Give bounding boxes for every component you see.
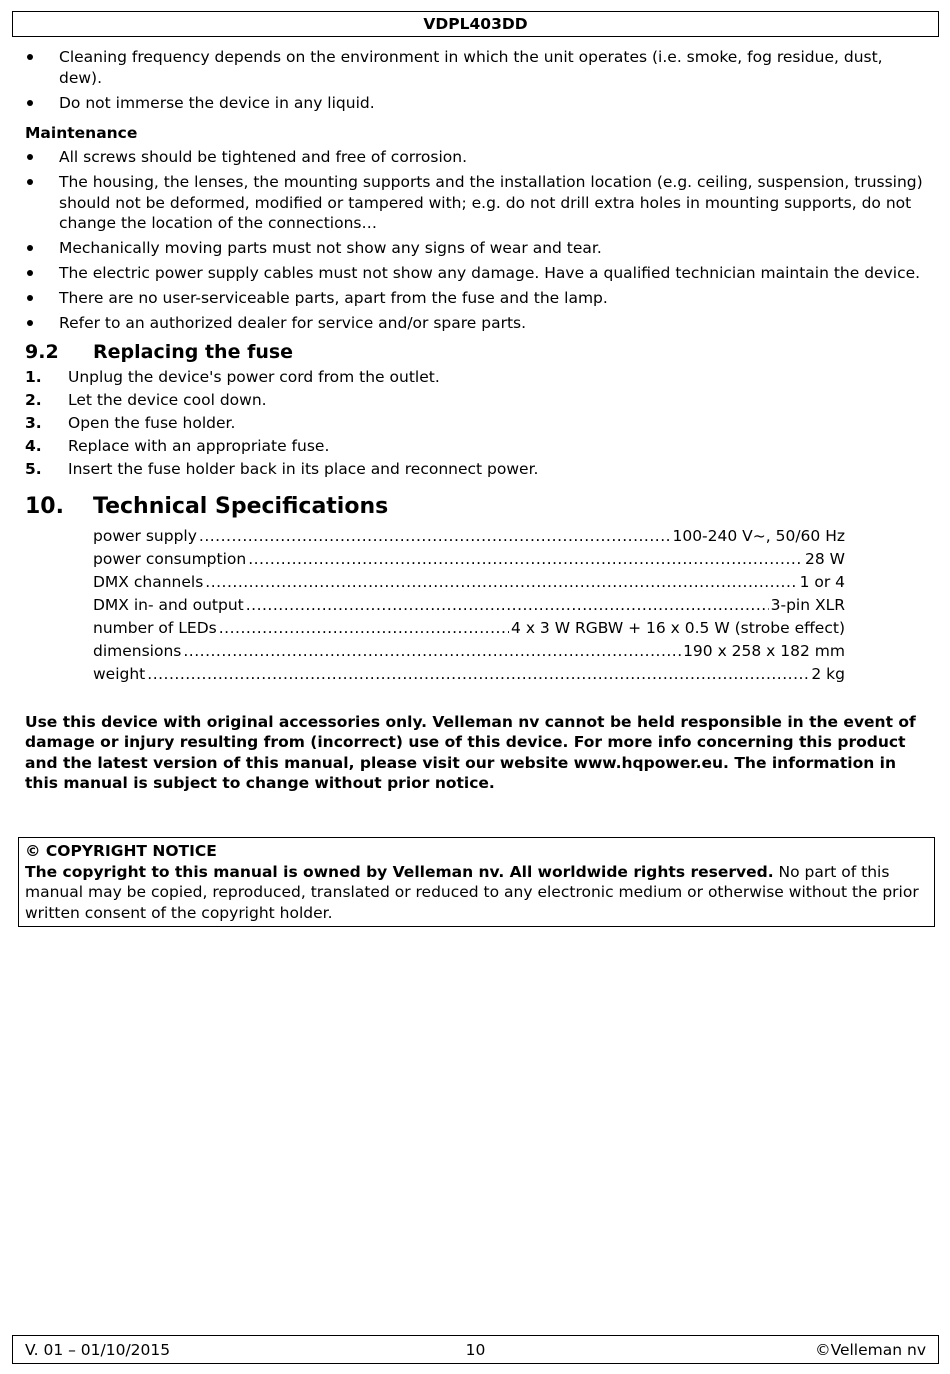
section-title: Replacing the fuse bbox=[93, 340, 294, 363]
maintenance-list bbox=[25, 147, 925, 334]
step-item bbox=[25, 412, 925, 435]
copyright-text: No part of this manual may be copied, reproduced, translated or reduced to any electronic medium or otherwise without the prior written consent of the copyright holder. bbox=[25, 862, 919, 922]
spec-row bbox=[93, 548, 845, 571]
specs-section-heading bbox=[25, 493, 925, 521]
spec-label: dimensions bbox=[93, 641, 182, 660]
spec-row bbox=[93, 525, 845, 548]
spec-value: 3-pin XLR bbox=[770, 595, 845, 614]
dot-leader bbox=[219, 617, 509, 640]
dot-leader bbox=[246, 594, 769, 617]
copyright-body bbox=[25, 862, 928, 924]
step-number: 1. bbox=[25, 367, 42, 386]
copyright-notice bbox=[18, 837, 935, 927]
list-item: Refer to an authorized dealer for service and/or spare parts. bbox=[25, 313, 925, 334]
spec-label: DMX in- and output bbox=[93, 595, 244, 614]
spec-label: DMX channels bbox=[93, 572, 204, 591]
spec-value: 1 or 4 bbox=[799, 572, 845, 591]
list-item: The housing, the lenses, the mounting supports and the installation location (e.g. ceiling, suspension, trussing) should not be deformed, modified or tampered with; e.g. do not drill extra holes in mounting supports, do not change the location of the connections… bbox=[25, 172, 925, 234]
spec-row bbox=[93, 571, 845, 594]
page-content bbox=[25, 47, 925, 794]
spec-label: number of LEDs bbox=[93, 618, 217, 637]
specs-table bbox=[93, 525, 845, 686]
step-number: 3. bbox=[25, 413, 42, 432]
step-number: 5. bbox=[25, 459, 42, 478]
spec-value: 4 x 3 W RGBW + 16 x 0.5 W (strobe effect) bbox=[511, 618, 845, 637]
step-text: Open the fuse holder. bbox=[68, 413, 236, 432]
dot-leader bbox=[183, 640, 681, 663]
page-header bbox=[12, 11, 939, 37]
dot-leader bbox=[248, 548, 803, 571]
list-item: The electric power supply cables must not show any damage. Have a qualified technician maintain the device. bbox=[25, 263, 925, 284]
spec-row bbox=[93, 640, 845, 663]
step-text: Unplug the device's power cord from the outlet. bbox=[68, 367, 440, 386]
step-text: Insert the fuse holder back in its place and reconnect power. bbox=[68, 459, 539, 478]
spec-label: power supply bbox=[93, 526, 197, 545]
cleaning-list bbox=[25, 47, 925, 113]
step-text: Let the device cool down. bbox=[68, 390, 267, 409]
list-item: Do not immerse the device in any liquid. bbox=[25, 93, 925, 114]
spec-label: power consumption bbox=[93, 549, 247, 568]
step-number: 2. bbox=[25, 390, 42, 409]
section-number: 9.2 bbox=[25, 340, 59, 363]
header-title: VDPL403DD bbox=[423, 15, 528, 33]
spec-value: 2 kg bbox=[811, 664, 845, 683]
fuse-steps bbox=[25, 366, 925, 481]
step-item bbox=[25, 435, 925, 458]
spec-row bbox=[93, 617, 845, 640]
spec-value: 190 x 258 x 182 mm bbox=[683, 641, 845, 660]
list-item: All screws should be tightened and free of corrosion. bbox=[25, 147, 925, 168]
fuse-section-heading bbox=[25, 340, 925, 364]
list-item: Mechanically moving parts must not show any signs of wear and tear. bbox=[25, 238, 925, 259]
section-number: 10. bbox=[25, 493, 64, 519]
copyright-title: © COPYRIGHT NOTICE bbox=[25, 842, 217, 860]
dot-leader bbox=[147, 663, 809, 686]
spec-value: 100-240 V~, 50/60 Hz bbox=[672, 526, 845, 545]
spec-row bbox=[93, 594, 845, 617]
step-item bbox=[25, 389, 925, 412]
list-item: Cleaning frequency depends on the environment in which the unit operates (i.e. smoke, fog residue, dust, dew). bbox=[25, 47, 925, 88]
list-item: There are no user-serviceable parts, apart from the fuse and the lamp. bbox=[25, 288, 925, 309]
step-item bbox=[25, 366, 925, 389]
footer-page-number: 10 bbox=[465, 1341, 486, 1359]
step-number: 4. bbox=[25, 436, 42, 455]
spec-label: weight bbox=[93, 664, 146, 683]
page-footer bbox=[12, 1335, 939, 1364]
step-item bbox=[25, 458, 925, 481]
section-title: Technical Specifications bbox=[93, 493, 389, 519]
dot-leader bbox=[205, 571, 797, 594]
spec-value: 28 W bbox=[805, 549, 845, 568]
dot-leader bbox=[199, 525, 671, 548]
spec-row bbox=[93, 663, 845, 686]
footer-owner: ©Velleman nv bbox=[815, 1341, 926, 1359]
footer-version: V. 01 – 01/10/2015 bbox=[25, 1341, 171, 1359]
maintenance-heading: Maintenance bbox=[25, 124, 138, 142]
step-text: Replace with an appropriate fuse. bbox=[68, 436, 330, 455]
disclaimer-text: Use this device with original accessories only. Velleman nv cannot be held responsible in the event of damage or injury resulting from (incorrect) use of this device. For more info concerning this product and the latest version of this manual, please visit our website www.hqpower.eu. The information in this manual is subject to change without prior notice. bbox=[25, 712, 916, 792]
copyright-bold-text: The copyright to this manual is owned by Velleman nv. All worldwide rights reserved. bbox=[25, 862, 774, 881]
